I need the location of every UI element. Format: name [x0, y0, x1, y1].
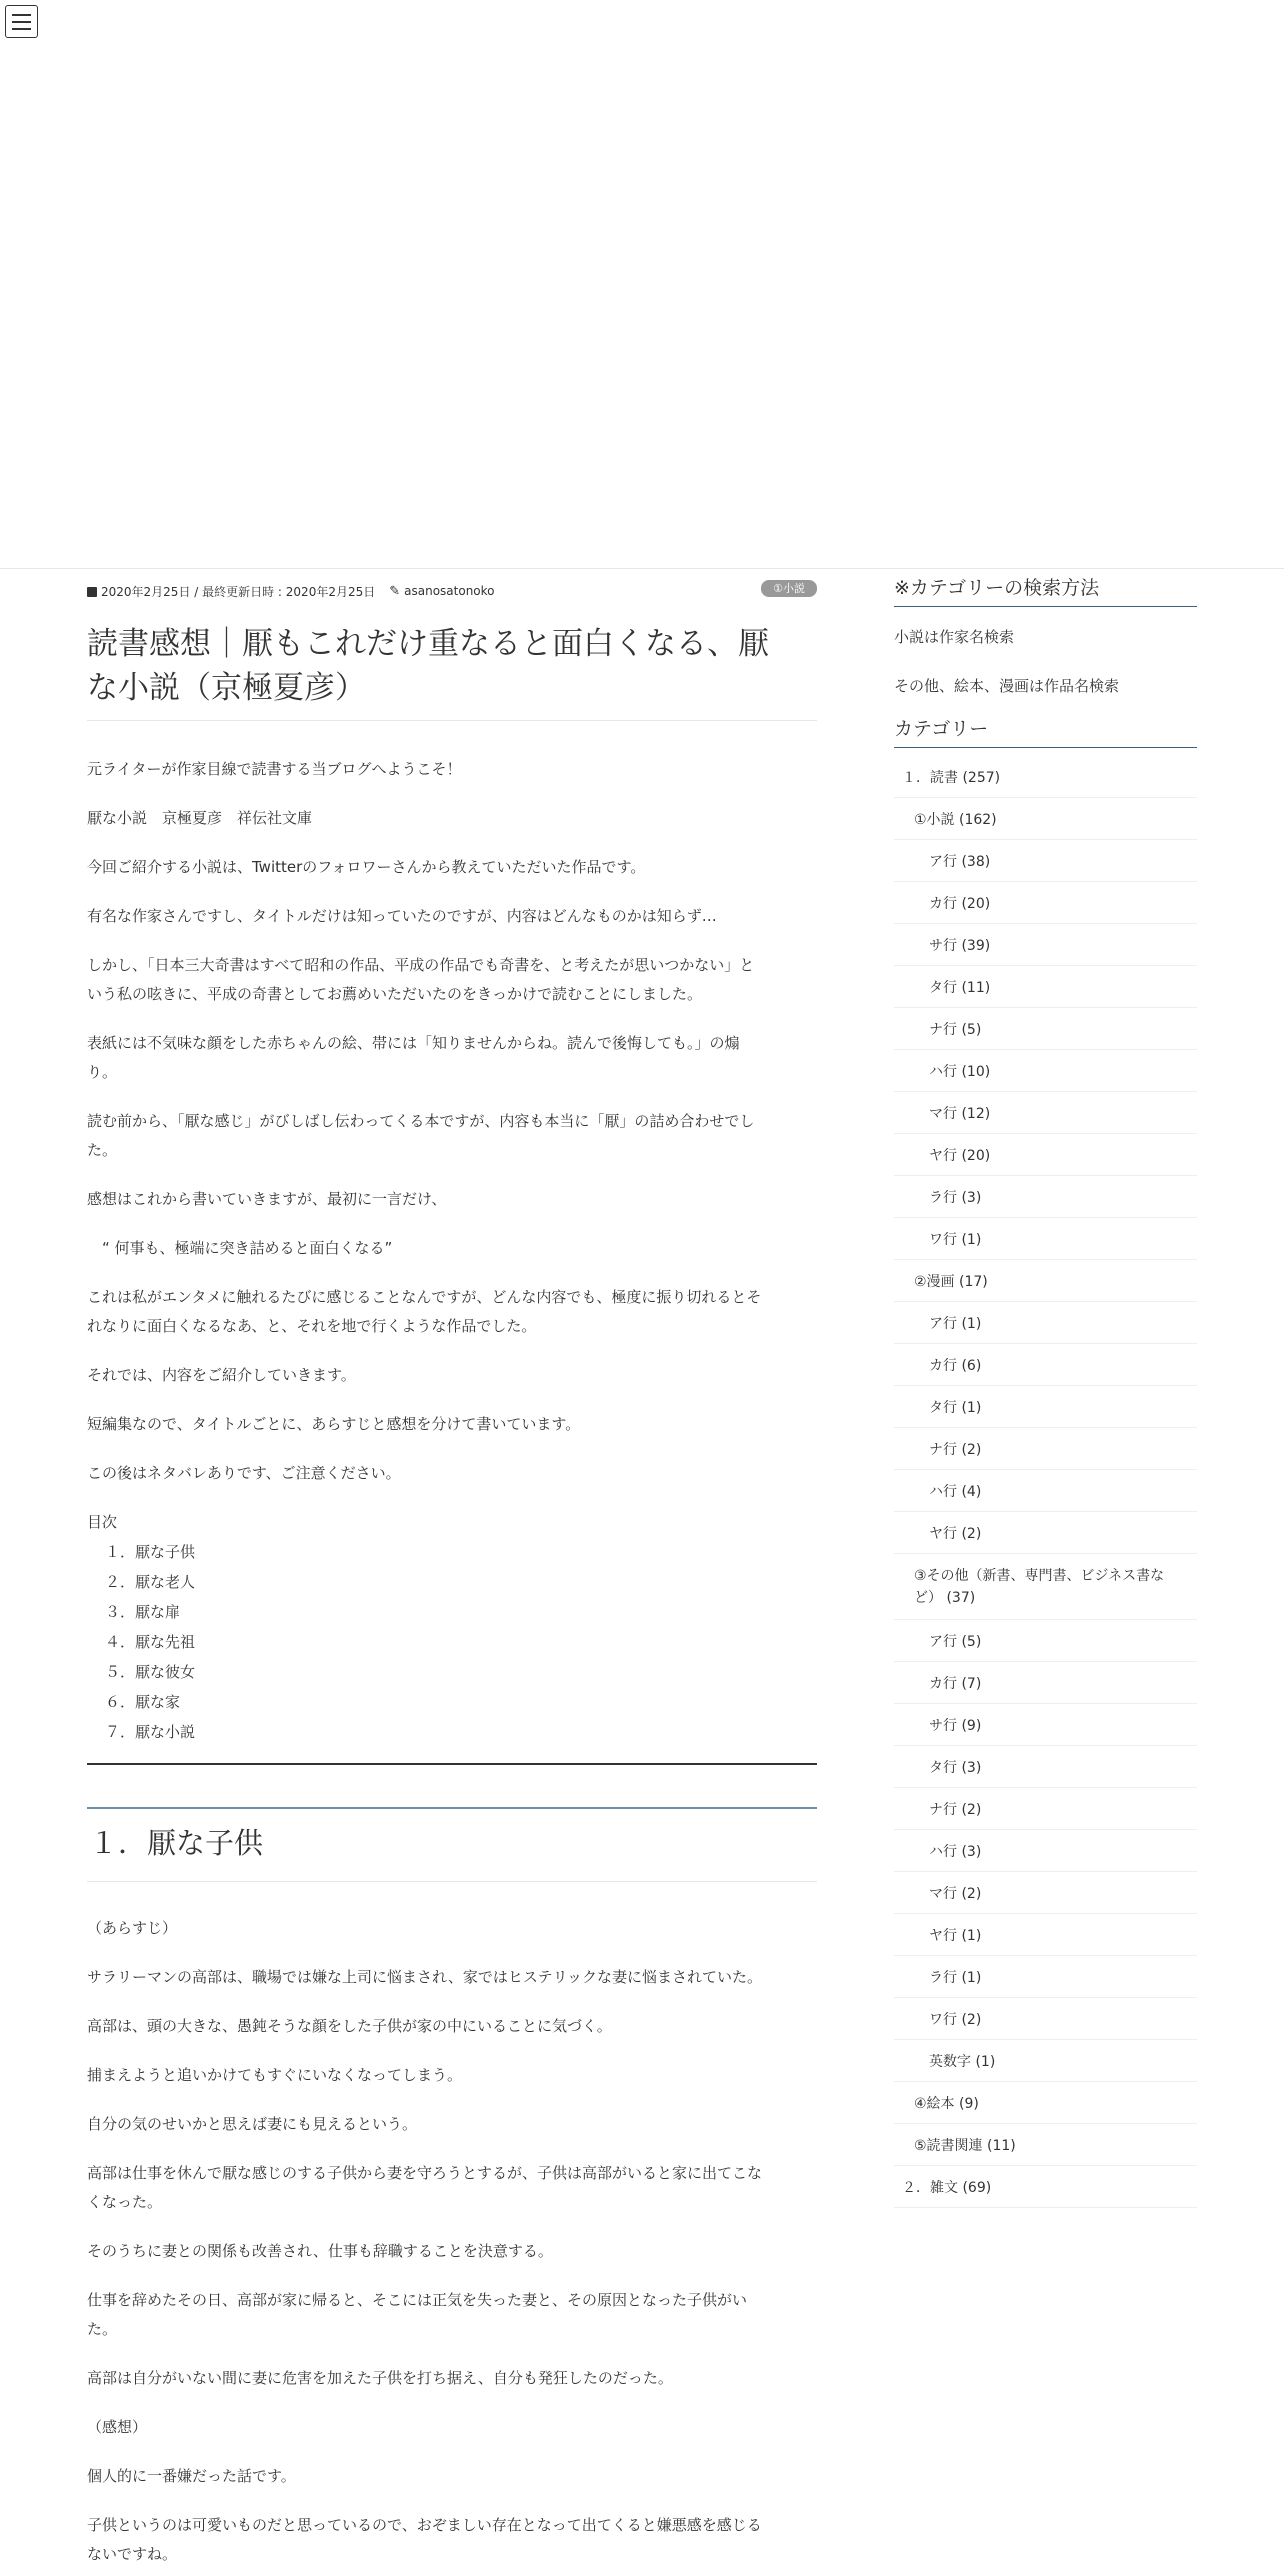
category-item[interactable]: [894, 1662, 1197, 1704]
toc-item[interactable]: ５．厭な彼女: [105, 1663, 196, 1681]
category-label: ②漫画 (17): [914, 1273, 988, 1290]
text-line: 短編集なので、タイトルごとに、あらすじと感想を分けて書いています。: [87, 1415, 581, 1433]
category-label: タ行 (11): [929, 979, 991, 996]
text-line: 高部は、頭の大きな、愚鈍そうな顔をした子供が家の中にいることに気づく。: [87, 2017, 612, 2035]
text-line: 厭な小説 京極夏彦 祥伝社文庫: [87, 809, 313, 827]
text-line: （感想）: [87, 2418, 148, 2436]
category-item[interactable]: [894, 1218, 1197, 1260]
category-item[interactable]: [894, 1134, 1197, 1176]
menu-bar-icon: [12, 21, 31, 23]
category-label-line: ど） (37): [914, 1589, 976, 1606]
category-label: ⑤読書関連 (11): [914, 2137, 1016, 2154]
paragraph: [87, 2462, 817, 2491]
category-label: カ行 (7): [929, 1675, 982, 1692]
toc-item[interactable]: ７．厭な小説: [105, 1723, 196, 1741]
category-widget-title: カテゴリー: [894, 713, 1197, 748]
section-heading: １．厭な子供: [87, 1809, 817, 1882]
paragraph: [87, 1410, 817, 1439]
category-item[interactable]: [894, 1428, 1197, 1470]
paragraph: [87, 1283, 817, 1341]
category-item[interactable]: [894, 1050, 1197, 1092]
category-item[interactable]: [894, 966, 1197, 1008]
category-item[interactable]: [894, 1554, 1197, 1620]
category-item[interactable]: [894, 2040, 1197, 2082]
category-item[interactable]: [894, 798, 1197, 840]
category-label: サ行 (9): [929, 1717, 982, 1734]
text-line: サラリーマンの高部は、職場では嫌な上司に悩まされ、家ではヒステリックな妻に悩まされていた。: [87, 1968, 763, 1986]
category-label: ラ行 (3): [929, 1189, 982, 1206]
search-method-links: [894, 613, 1197, 711]
category-label: ア行 (5): [929, 1633, 982, 1650]
category-item[interactable]: [894, 1260, 1197, 1302]
text-line: そのうちに妻との関係も改善され、仕事も辞職することを決意する。: [87, 2242, 553, 2260]
category-label: カ行 (6): [929, 1357, 982, 1374]
category-label: ヤ行 (20): [929, 1147, 991, 1164]
paragraph: [87, 2012, 817, 2041]
text-line: いう私の呟きに、平成の奇書としてお薦めいただいたのをきっかけで読むことにしました。: [87, 985, 703, 1003]
category-label: タ行 (3): [929, 1759, 982, 1776]
category-item[interactable]: [894, 756, 1197, 798]
category-item[interactable]: [894, 2124, 1197, 2166]
paragraph: [87, 2286, 817, 2344]
post-meta: [87, 578, 817, 604]
category-label: ア行 (1): [929, 1315, 982, 1332]
category-item[interactable]: [894, 1386, 1197, 1428]
category-label: ハ行 (4): [929, 1483, 982, 1500]
text-line: 今回ご紹介する小説は、Twitterのフォロワーさんから教えていただいた作品です。: [87, 858, 646, 876]
paragraph: [87, 804, 817, 833]
text-line: しかし、「日本三大奇書はすべて昭和の作品、平成の作品でも奇書を、と考えたが思いつかない」と: [87, 956, 755, 974]
category-label: 英数字 (1): [929, 2053, 996, 2070]
paragraph: [87, 2159, 817, 2217]
text-line: 読む前から、「厭な感じ」がびしばし伝わってくる本ですが、内容も本当に「厭」の詰め合わせでし: [87, 1112, 755, 1130]
paragraph: [87, 951, 817, 1009]
text-line: た。: [87, 2320, 118, 2338]
section-body: [87, 1914, 817, 2569]
paragraph: [87, 1361, 817, 1390]
category-item[interactable]: [894, 1008, 1197, 1050]
paragraph: [87, 2511, 817, 2569]
text-line: 子供というのは可愛いものだと思っているので、おぞましい存在となって出てくると嫌悪感を感じる: [87, 2516, 762, 2534]
category-item[interactable]: [894, 1620, 1197, 1662]
category-label: ハ行 (3): [929, 1843, 982, 1860]
sidebar: [894, 572, 1197, 2208]
category-label: ワ行 (1): [929, 1231, 982, 1248]
category-label: [914, 1565, 1164, 1609]
text-line: 高部は自分がいない間に妻に危害を加えた子供を打ち据え、自分も発狂したのだった。: [87, 2369, 673, 2387]
toc-label: 目次: [87, 1513, 118, 1531]
text-line: り。: [87, 1063, 118, 1081]
category-item[interactable]: [894, 1788, 1197, 1830]
main-content: [87, 578, 817, 2569]
paragraph: [87, 1914, 817, 1943]
category-item[interactable]: [894, 1176, 1197, 1218]
paragraph: [87, 902, 817, 931]
text-line: “ 何事も、極端に突き詰めると面白くなる”: [87, 1239, 393, 1257]
paragraph: [87, 853, 817, 882]
text-line: 仕事を辞めたその日、高部が家に帰ると、そこには正気を失った妻と、その原因となった子供がい: [87, 2291, 748, 2309]
category-label: ヤ行 (2): [929, 1525, 982, 1542]
text-line: くなった。: [87, 2193, 163, 2211]
paragraph: [87, 1459, 817, 1488]
paragraph: [87, 1185, 817, 1214]
search-method-link[interactable]: その他、絵本、漫画は作品名検索: [894, 677, 1120, 695]
category-item[interactable]: [894, 840, 1197, 882]
paragraph: [87, 2061, 817, 2090]
category-label: ２．雑文 (69): [902, 2179, 992, 2196]
category-label: ハ行 (10): [929, 1063, 991, 1080]
paragraph: [87, 2237, 817, 2266]
category-label: ア行 (38): [929, 853, 991, 870]
text-line: これは私がエンタメに触れるたびに感じることなんですが、どんな内容でも、極度に振り切れるとそ: [87, 1288, 762, 1306]
category-item[interactable]: [894, 1914, 1197, 1956]
category-label: ナ行 (2): [929, 1801, 982, 1818]
category-item[interactable]: [894, 924, 1197, 966]
paragraph: [87, 1029, 817, 1087]
post-title: 読書感想｜厭もこれだけ重なると面白くなる、厭 な小説（京極夏彦）: [87, 622, 817, 721]
category-label: タ行 (1): [929, 1399, 982, 1416]
paragraph: [87, 2364, 817, 2393]
category-label: １．読書 (257): [902, 769, 1001, 786]
category-label: ナ行 (5): [929, 1021, 982, 1038]
category-item[interactable]: [894, 1704, 1197, 1746]
category-item[interactable]: [894, 2082, 1197, 2124]
category-item[interactable]: [894, 1746, 1197, 1788]
post-date: 2020年2月25日 / 最終更新日時 : 2020年2月25日: [87, 583, 375, 600]
category-label: ナ行 (2): [929, 1441, 982, 1458]
category-label: ④絵本 (9): [914, 2095, 979, 2112]
text-line: 元ライターが作家目線で読書する当ブログへようこそ！: [87, 760, 462, 778]
category-label: カ行 (20): [929, 895, 991, 912]
search-method-link[interactable]: 小説は作家名検索: [894, 628, 1015, 646]
text-line: ないですね。: [87, 2545, 178, 2563]
text-line: た。: [87, 1141, 118, 1159]
text-line: それでは、内容をご紹介していきます。: [87, 1366, 356, 1384]
post-author[interactable]: ✎ asanosatonoko: [389, 583, 495, 599]
text-line: 自分の気のせいかと思えば妻にも見えるという。: [87, 2115, 418, 2133]
toc-item[interactable]: ４．厭な先祖: [105, 1633, 196, 1651]
table-of-contents: [87, 1508, 817, 1747]
category-label: ヤ行 (1): [929, 1927, 982, 1944]
calendar-icon: [87, 587, 97, 597]
divider: [87, 1763, 817, 1765]
category-label: ワ行 (2): [929, 2011, 982, 2028]
post-body: [87, 755, 817, 1488]
text-line: 捕まえようと追いかけてもすぐにいなくなってしまう。: [87, 2066, 463, 2084]
category-item[interactable]: [894, 1956, 1197, 1998]
paragraph: [87, 2110, 817, 2139]
category-item[interactable]: [894, 1470, 1197, 1512]
text-line: 有名な作家さんですし、タイトルだけは知っていたのですが、内容はどんなものかは知らず…: [87, 907, 717, 925]
category-item[interactable]: [894, 1998, 1197, 2040]
search-method-title: ※カテゴリーの検索方法: [894, 572, 1197, 607]
hamburger-menu-button[interactable]: [5, 5, 38, 38]
category-item[interactable]: [894, 1872, 1197, 1914]
toc-item[interactable]: ６．厭な家: [105, 1693, 181, 1711]
text-line: （あらすじ）: [87, 1919, 178, 1937]
category-label: ①小説 (162): [914, 811, 997, 828]
text-line: 個人的に一番嫌だった話です。: [87, 2467, 296, 2485]
header-divider: [0, 568, 1284, 569]
category-item[interactable]: [894, 1302, 1197, 1344]
paragraph: [87, 1107, 817, 1165]
menu-bar-icon: [12, 14, 31, 16]
menu-bar-icon: [12, 28, 31, 30]
category-item[interactable]: [894, 1344, 1197, 1386]
text-line: 感想はこれから書いていきますが、最初に一言だけ、: [87, 1190, 447, 1208]
text-line: 表紙には不気味な顔をした赤ちゃんの絵、帯には「知りませんからね。読んで後悔しても。」の煽: [87, 1034, 740, 1052]
category-badge[interactable]: ①小説: [761, 580, 817, 597]
category-list: [894, 756, 1197, 2208]
category-item[interactable]: [894, 2166, 1197, 2208]
toc-item[interactable]: ２．厭な老人: [105, 1573, 196, 1591]
category-item[interactable]: [894, 1092, 1197, 1134]
paragraph: [87, 1234, 817, 1263]
category-label: マ行 (12): [929, 1105, 991, 1122]
category-label: サ行 (39): [929, 937, 991, 954]
text-line: れなりに面白くなるなあ、と、それを地で行くような作品でした。: [87, 1317, 537, 1335]
category-label: ラ行 (1): [929, 1969, 982, 1986]
category-label-line: ③その他（新書、専門書、ビジネス書な: [914, 1567, 1165, 1584]
category-item[interactable]: [894, 882, 1197, 924]
paragraph: [87, 1963, 817, 1992]
toc-item[interactable]: ３．厭な扉: [105, 1603, 181, 1621]
text-line: 高部は仕事を休んで厭な感じのする子供から妻を守ろうとするが、子供は高部がいると家に出てこな: [87, 2164, 763, 2182]
pencil-icon: ✎: [389, 583, 401, 599]
paragraph: [87, 2413, 817, 2442]
text-line: この後はネタバレありです、ご注意ください。: [87, 1464, 401, 1482]
category-label: マ行 (2): [929, 1885, 982, 1902]
toc-item[interactable]: １．厭な子供: [105, 1543, 196, 1561]
paragraph: [87, 755, 817, 784]
category-item[interactable]: [894, 1512, 1197, 1554]
category-item[interactable]: [894, 1830, 1197, 1872]
